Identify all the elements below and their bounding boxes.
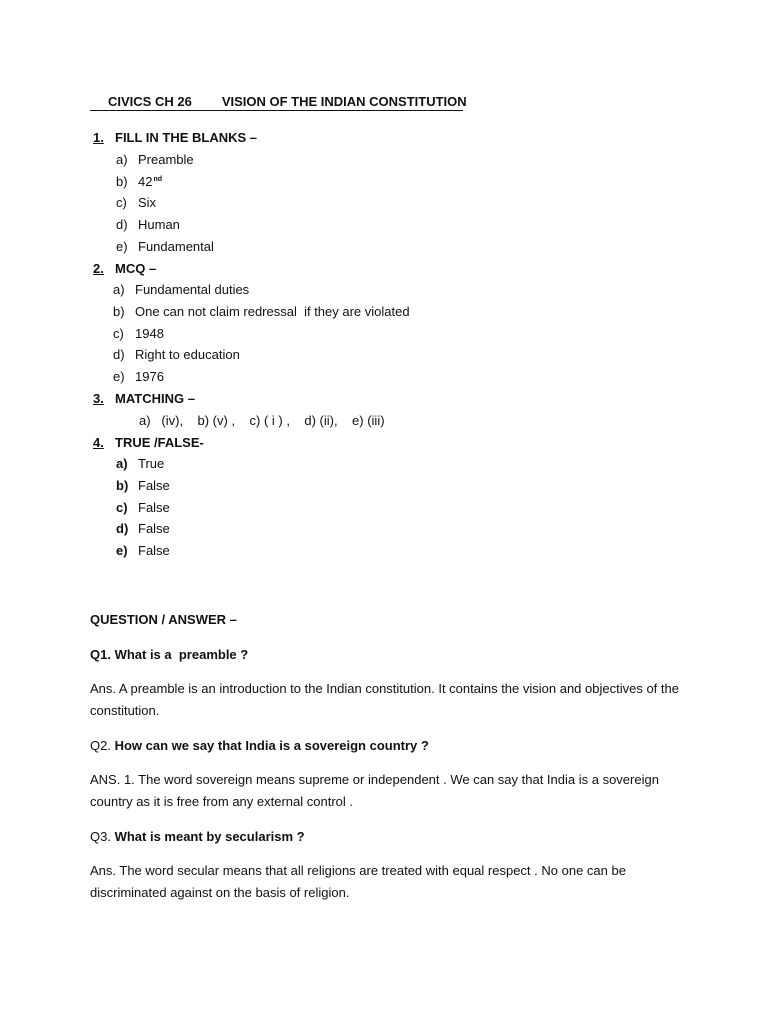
item-label: b) [116, 478, 129, 493]
section-title: MATCHING – [115, 391, 195, 406]
section-title: MCQ – [115, 261, 157, 276]
question-text: Q1. What is a preamble ? [90, 647, 249, 662]
item-label: e) [116, 543, 128, 558]
question-1 [90, 647, 248, 663]
item-text: Fundamental [138, 239, 214, 254]
question-number: Q2. [90, 738, 115, 753]
item-label: d) [116, 217, 128, 232]
section-heading-mcq [93, 261, 156, 277]
item-label: a) [113, 282, 125, 297]
question-text: How can we say that India is a sovereign country ? [114, 738, 429, 753]
item-label: d) [113, 347, 125, 362]
item-text: One can not claim redressal if they are violated [135, 304, 410, 319]
subject-title: CIVICS CH 26 [108, 94, 192, 109]
item-text: True [138, 456, 165, 471]
qa-heading: QUESTION / ANSWER – [90, 612, 237, 627]
list-item [113, 347, 240, 363]
list-item [113, 369, 164, 385]
list-item [116, 456, 164, 472]
item-label: a) [116, 152, 128, 167]
item-label: c) [116, 500, 128, 515]
section-title: TRUE /FALSE- [115, 435, 204, 450]
item-text: 1976 [135, 369, 164, 384]
list-item [113, 326, 164, 342]
item-text: False [138, 478, 170, 493]
section-heading-matching [93, 391, 195, 407]
answer-2: ANS. 1. The word sovereign means supreme or independent . We can say that India is a sovereign country as it is free from any external control . [90, 772, 659, 809]
item-text: 1948 [135, 326, 164, 341]
item-label: c) [116, 195, 127, 210]
question-3 [90, 829, 305, 845]
item-text: False [138, 521, 170, 536]
item-label: b) [116, 174, 128, 189]
list-item [116, 217, 180, 233]
answer-3: Ans. The word secular means that all religions are treated with equal respect . No one can be discriminated against on the basis of religion. [90, 863, 626, 900]
list-item [116, 521, 170, 537]
list-item [116, 239, 214, 255]
question-number: Q3. [90, 829, 115, 844]
ordinal-suffix: nd [153, 176, 163, 183]
item-label: d) [116, 521, 129, 536]
item-text: Fundamental duties [135, 282, 250, 297]
item-text: Human [138, 217, 180, 232]
item-label: b) [113, 304, 125, 319]
section-number: 1. [93, 130, 104, 145]
question-2 [90, 738, 429, 754]
item-text: False [138, 543, 170, 558]
section-number: 3. [93, 391, 104, 406]
matching-answers: a) (iv), b) (v) , c) ( i ) , d) (ii), e) (iii) [139, 413, 385, 428]
answer-1: Ans. A preamble is an introduction to the Indian constitution. It contains the vision and objectives of the constitution. [90, 681, 679, 718]
item-text: Six [138, 195, 157, 210]
item-text: Right to education [135, 347, 240, 362]
section-title: FILL IN THE BLANKS – [115, 130, 258, 145]
section-heading-true-false [93, 435, 204, 451]
section-number: 4. [93, 435, 104, 450]
section-number: 2. [93, 261, 104, 276]
item-label: e) [116, 239, 128, 254]
question-text: What is meant by secularism ? [114, 829, 305, 844]
item-label: a) [116, 456, 128, 471]
list-item [116, 195, 156, 211]
section-heading-fill-blanks [93, 130, 257, 146]
list-item [116, 543, 170, 559]
page-title [90, 94, 467, 111]
item-text: False [138, 500, 170, 515]
item-label: c) [113, 326, 124, 341]
list-item [116, 500, 170, 516]
list-item [113, 304, 410, 320]
list-item [116, 478, 170, 494]
list-item [116, 152, 194, 168]
item-label: e) [113, 369, 125, 384]
item-text: 42 [138, 174, 153, 189]
item-text: Preamble [138, 152, 194, 167]
list-item [113, 282, 249, 298]
list-item [116, 174, 162, 190]
chapter-title: VISION OF THE INDIAN CONSTITUTION [221, 94, 467, 109]
